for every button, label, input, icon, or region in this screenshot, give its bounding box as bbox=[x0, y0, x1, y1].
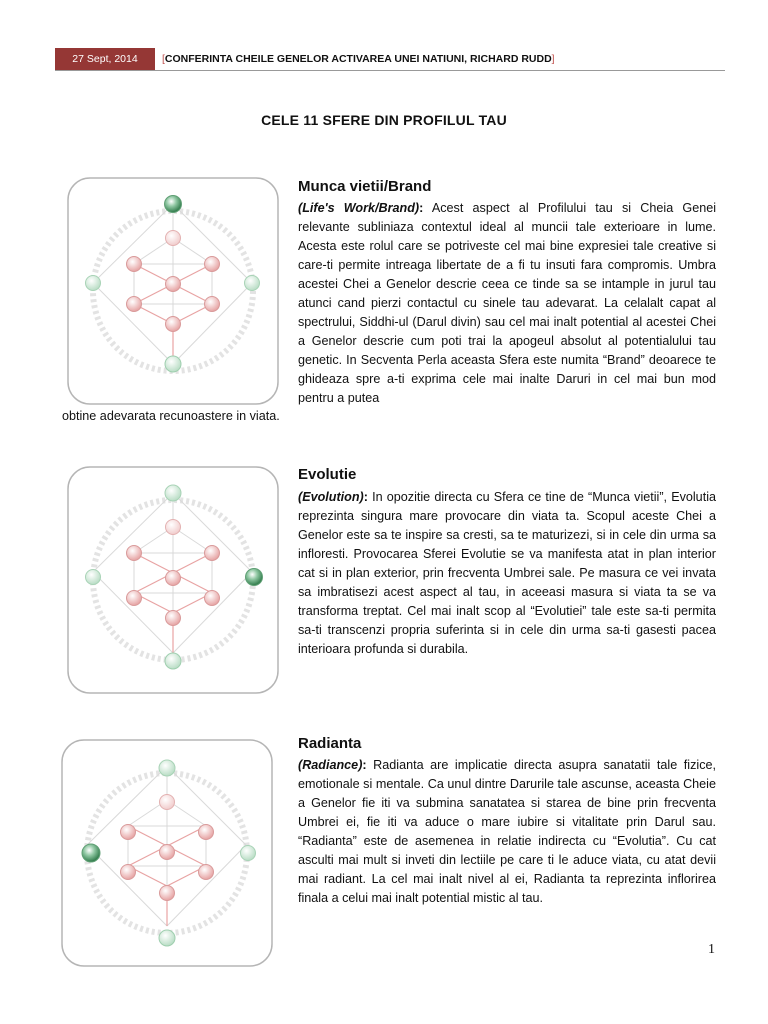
sphere-node-low-left bbox=[121, 865, 136, 880]
header-bracket-close: ] bbox=[551, 53, 555, 65]
sphere-node-mid-right bbox=[205, 257, 220, 272]
document-title: CELE 11 SFERE DIN PROFILUL TAU bbox=[261, 112, 507, 128]
sphere-node-center bbox=[166, 571, 181, 586]
sphere-diagram-radiance bbox=[60, 738, 274, 968]
section-body-evolution: (Evolution): In opozitie directa cu Sfera ce tine de “Munca vietii”, Evolutia reprezinta singura mare provocare din viata ta. Scopul aceste Chei a Genelor este sa te inspire sa cresti, sa te maturizezi, si in cele din urma sa infloresti. Provocarea Sferei Evolutie se va manifesta atat in plan interior cat si in plan exterior, prin frecventa Umbrei sale. Pe masura ce vei invata sa imbratisezi acest aspect al tau, in aceeasi masura si viata ta se va transforma treptat. Cel mai inalt scop al “Evolutiei” tale este sa-ti permita sa-ti transcenzi propria suferinta si in cele din urma sa-ti gasesti pacea interioara profunda si durabila. bbox=[298, 490, 716, 656]
section-body-brand: (Life's Work/Brand): Acest aspect al Profilului tau si Cheia Genei relevante subliniaza contextul ideal al muncii tale exterioare in lume. Acesta este rolul care se potriveste cel mai bine expresiei tale creative si care-ti permite intreaga libertate de a fi tu insuti fara compromis. Umbra acestei Chei a Genelor descrie ceea ce tinde sa se intample in jurul tau atunci cand pierzi contactul cu sinele tau adevarat. La celalalt capat al spectrului, Siddhi-ul (Darul divin) sau cel mai inalt potential al acestei Chei a Genelor descrie cum poti trai la apogeul absolut al potentialului tau genetic. In Secventa Perla aceasta Sfera este numita “Brand” deoarece te ghideaza spre a-ti exprima cele mai inalte Daruri in cel mai bun mod pentru a putea bbox=[298, 201, 717, 405]
sphere-node-center bbox=[160, 845, 175, 860]
sphere-node-low-left bbox=[127, 297, 142, 312]
sphere-node-mid-right bbox=[205, 546, 220, 561]
sphere-node-top bbox=[165, 196, 182, 213]
sphere-node-right bbox=[246, 569, 263, 586]
header-title bbox=[162, 48, 555, 70]
page-number: 1 bbox=[708, 942, 715, 957]
sphere-node-mid-right bbox=[199, 825, 214, 840]
sphere-node-low-right bbox=[205, 591, 220, 606]
sphere-node-bottom bbox=[165, 356, 181, 372]
section-lead-radiance: (Radiance): bbox=[298, 758, 367, 772]
sphere-node-mid-left bbox=[121, 825, 136, 840]
sphere-node-center bbox=[166, 277, 181, 292]
sphere-node-lower bbox=[160, 886, 175, 901]
sphere-node-upper bbox=[160, 795, 175, 810]
sphere-node-mid-left bbox=[127, 546, 142, 561]
section-body-radiance: (Radiance): Radianta are implicatie directa asupra sanatatii tale fizice, emotionale si mentale. Ca unul dintre Darurile tale ascunse, aceasta Cheie a Genelor fie iti va submina sanatatea si starea de bine prin frecventa Umbrei ei, fie iti va aduce o mare iubire si vitalitate prin Darul sau. “Radianta” este de asemenea in relatie indirecta cu “Evolutia”. Cu cat asculti mai mult si inveti din lectiile pe care ti le aduce viata, cu atat devii mai radiant. La cel mai inalt nivel al ei, Radianta ta reprezinta inflorirea finala a celui mai inalt potential mistic al tau. bbox=[298, 758, 716, 905]
sphere-node-top bbox=[165, 485, 181, 501]
sphere-diagram-evolution bbox=[66, 465, 280, 695]
section-tail-brand: obtine adevarata recunoastere in viata. bbox=[62, 409, 280, 423]
header-title-text: CONFERINTA CHEILE GENELOR ACTIVAREA UNEI NATIUNI, RICHARD RUDD bbox=[164, 53, 552, 65]
section-title-radiance: Radianta bbox=[298, 735, 362, 752]
sphere-node-left bbox=[82, 844, 100, 862]
sphere-node-right bbox=[241, 846, 256, 861]
sphere-node-low-right bbox=[205, 297, 220, 312]
sphere-node-bottom bbox=[165, 653, 181, 669]
sphere-node-left bbox=[86, 276, 101, 291]
sphere-node-bottom bbox=[159, 930, 175, 946]
sphere-node-mid-left bbox=[127, 257, 142, 272]
sphere-node-upper bbox=[166, 520, 181, 535]
header-bracket-open: [ bbox=[162, 53, 165, 65]
sphere-node-lower bbox=[166, 611, 181, 626]
sphere-node-low-left bbox=[127, 591, 142, 606]
sphere-node-top bbox=[159, 760, 175, 776]
section-title-evolution: Evolutie bbox=[298, 466, 357, 483]
sphere-diagram-brand bbox=[66, 176, 280, 406]
section-lead-evolution: (Evolution): bbox=[298, 490, 368, 504]
header-rule bbox=[55, 70, 725, 71]
sphere-node-lower bbox=[166, 317, 181, 332]
header-date: 27 Sept, 2014 bbox=[55, 48, 155, 70]
section-lead-brand: (Life's Work/Brand): bbox=[298, 201, 424, 215]
sphere-node-low-right bbox=[199, 865, 214, 880]
sphere-node-right bbox=[245, 276, 260, 291]
section-title-brand: Munca vietii/Brand bbox=[298, 178, 432, 195]
sphere-node-left bbox=[86, 570, 101, 585]
sphere-node-upper bbox=[166, 231, 181, 246]
